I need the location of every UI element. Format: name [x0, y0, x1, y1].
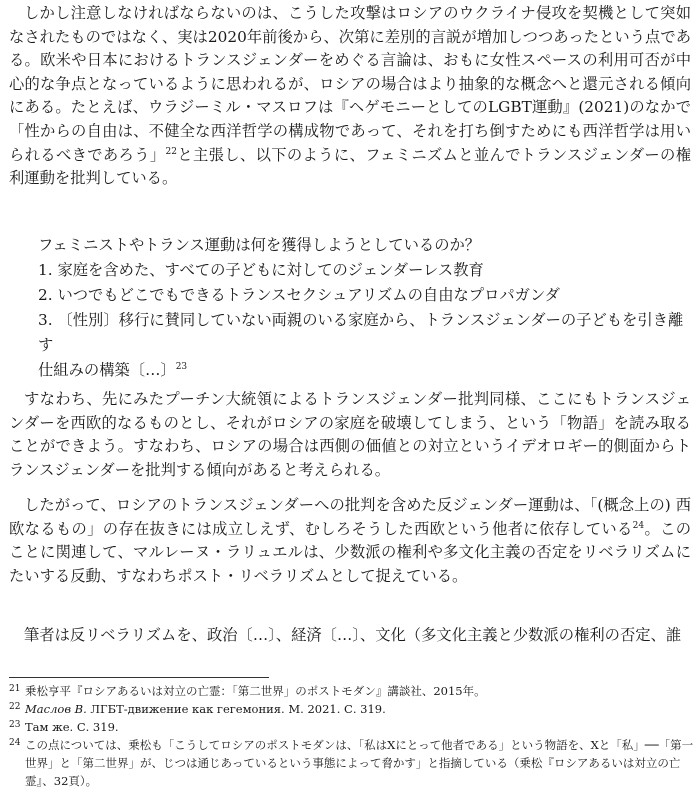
footnote-number: 22 — [9, 702, 21, 712]
footnote-21 — [9, 682, 695, 700]
footnote-23 — [9, 718, 695, 736]
quote-text: 仕組みの構築〔…〕 — [38, 361, 176, 379]
body-paragraph-3 — [9, 494, 691, 588]
paragraph-text: 。このことに関連して、マルレーヌ・ラリュエルは、少数派の権利や多文化主義の否定をリベラリズムにたいする反動、すなわちポスト・リベラリズムとして捉えている。 — [9, 519, 691, 585]
footnote-text: Там же. С. 319. — [25, 720, 119, 734]
block-quote — [38, 233, 690, 383]
footnote-citation: ЛГБТ-движение как гегемония. М. 2021. С. 319. — [86, 702, 386, 716]
footnote-number: 23 — [9, 720, 21, 730]
footnote-ref-23[interactable]: 23 — [175, 361, 188, 372]
footnote-text: 乗松亨平『ロシアあるいは対立の亡霊：「第二世界」のポストモダン』講談社、2015年。 — [25, 684, 486, 698]
footnote-number: 21 — [9, 684, 21, 694]
footnote-text — [25, 702, 386, 716]
footnote-divider — [9, 677, 269, 678]
footnote-ref-22[interactable]: 22 — [165, 146, 177, 157]
footnote-text: この点については、乗松も「こうしてロシアのポストモダンは、「私はXにとって他者である」という物語を、Xと「私」──「第一世界」と「第二世界」が、じつは通じあっているという事態によって脅かす」と指摘している（乗松『ロシアあるいは対立の亡霊』、32頁）。 — [25, 738, 694, 788]
footnote-24 — [9, 736, 695, 790]
quote-item-3-continued — [38, 358, 690, 383]
quote-intro: フェミニストやトランス運動は何を獲得しようとしているのか？ — [38, 236, 481, 254]
body-paragraph-1 — [9, 2, 691, 191]
footnote-number: 24 — [9, 738, 21, 748]
footnote-author: Маслов В. — [25, 702, 87, 716]
paragraph-text: したがって、ロシアのトランスジェンダーへの批判を含めた反ジェンダー運動は、「(概念上の) 西欧なるもの」の存在抜きには成立しえず、むしろそうした西欧という他者に依存している — [9, 496, 691, 538]
quote-item-1: 1. 家庭を含めた、すべての子どもに対してのジェンダーレス教育 — [38, 261, 484, 279]
quote-item-2: 2. いつでもどこでもできるトランスセクシュアリズムの自由なプロパガンダ — [38, 286, 560, 304]
paragraph-text: しかし注意しなければならないのは、こうした攻撃はロシアのウクライナ侵攻を契機として突如なされたものではなく、実は2020年前後から、次第に差別的言説が増加しつつあったという点である。欧米や日本におけるトランスジェンダーをめぐる言論は、おもに女性スペースの利用可否が中心的な争点となっているように思われるが、ロシアの場合はより抽象的な概念へと還元される傾向にある。たとえば、ウラジーミル・マスロフは『ヘゲモニーとしてのLGBT運動』(2021)のなかで「性からの自由は、不健全な西洋哲学の構成物であって、それを打ち倒すためにも西洋哲学は用いられるべきであろう」 — [9, 4, 691, 164]
footnote-ref-24[interactable]: 24 — [632, 520, 645, 531]
body-paragraph-4: 筆者は反リベラリズムを、政治〔…〕、経済〔…〕、文化（多文化主義と少数派の権利の否定、誰 — [24, 626, 682, 644]
footnotes — [9, 682, 695, 790]
paragraph-text: と主張し、以下のように、フェミニズムと並んでトランスジェンダーの権利運動を批判している。 — [9, 145, 691, 188]
footnote-22 — [9, 700, 695, 718]
body-paragraph-2: すなわち、先にみたプーチン大統領によるトランスジェンダー批判同様、ここにもトランスジェンダーを西欧的なるものとし、それがロシアの家庭を破壊してしまう、という「物語」を読み取ることができよう。すなわち、ロシアの場合は西側の価値との対立というイデオロギー的側面からトランスジェンダーを批判する傾向があると考えられる。 — [9, 390, 691, 479]
quote-item-3: 3. 〔性別〕移行に賛同していない両親のいる家庭から、トランスジェンダーの子どもを引き離す — [38, 311, 684, 354]
